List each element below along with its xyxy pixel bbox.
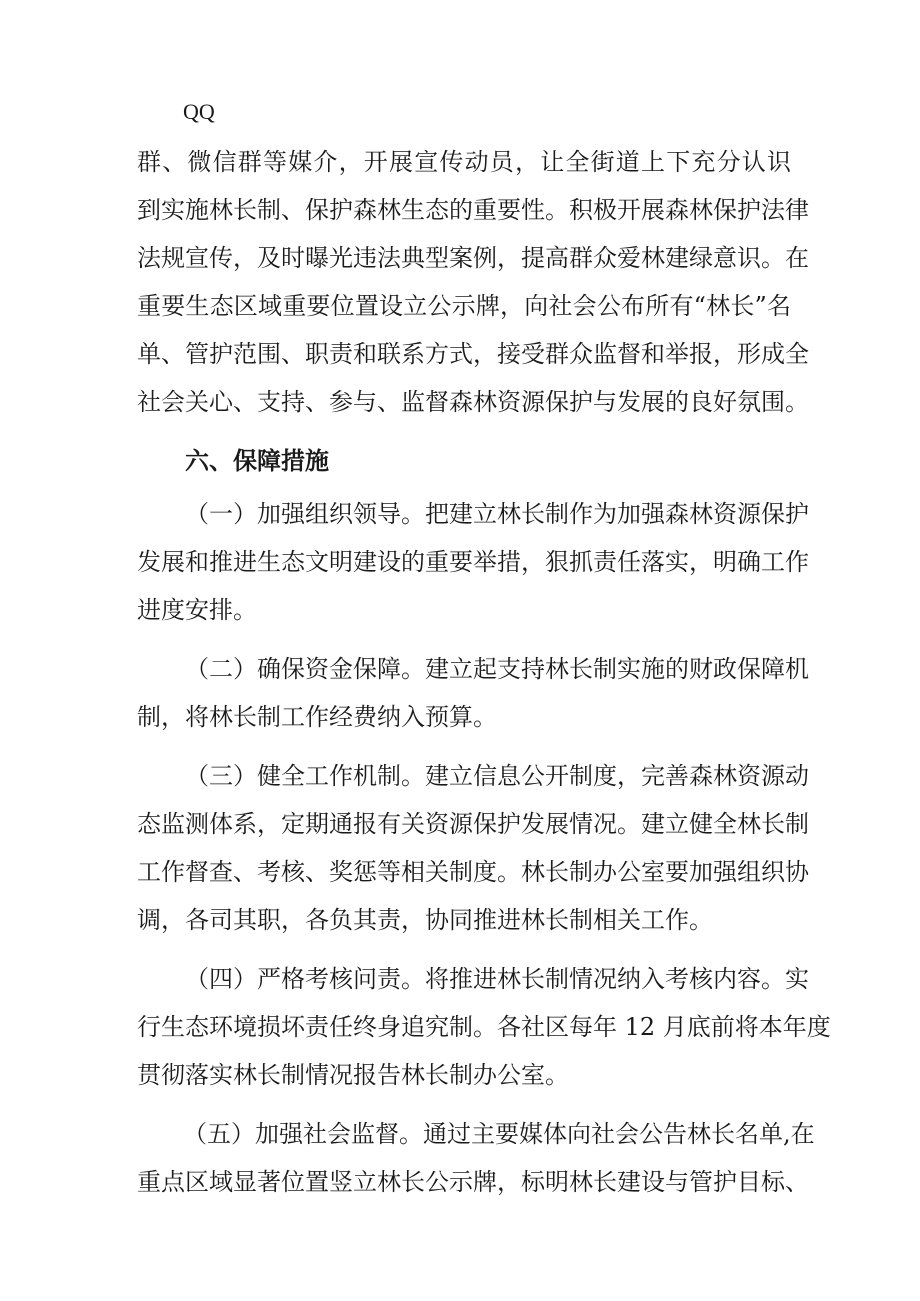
- paragraph-line: 群、微信群等媒介，开展宣传动员，让全街道上下充分认识: [137, 148, 791, 176]
- paragraph-line: 法规宣传，及时曝光违法典型案例，提高群众爱林建绿意识。在: [137, 244, 809, 272]
- paragraph-line: 到实施林长制、保护森林生态的重要性。积极开展森林保护法律: [137, 196, 809, 224]
- paragraph-line: （四）严格考核问责。将推进林长制情况纳入考核内容。实: [185, 965, 809, 993]
- paragraph-line: 进度安排。: [137, 596, 257, 624]
- paragraph-line: 行生态环境损坏责任终身追究制。各社区每年 12 月底前将本年度: [137, 1013, 831, 1041]
- paragraph-line: 工作督查、考核、奖惩等相关制度。林长制办公室要加强组织协: [137, 858, 809, 886]
- paragraph-line: 态监测体系，定期通报有关资源保护发展情况。建立健全林长制: [137, 810, 809, 838]
- paragraph-line: 发展和推进生态文明建设的重要举措，狠抓责任落实，明确工作: [137, 548, 809, 576]
- paragraph-line: 贯彻落实林长制情况报告林长制办公室。: [137, 1061, 569, 1089]
- qq-label: QQ: [183, 99, 215, 124]
- paragraph-line: （三）健全工作机制。建立信息公开制度，完善森林资源动: [185, 762, 809, 790]
- paragraph-line: （一）加强组织领导。把建立林长制作为加强森林资源保护: [185, 500, 809, 528]
- paragraph-line: （五）加强社会监督。通过主要媒体向社会公告林长名单,在: [183, 1120, 815, 1148]
- paragraph-line: 重点区域显著位置竖立林长公示牌，标明林长建设与管护目标、: [137, 1168, 809, 1196]
- paragraph-line: 制，将林长制工作经费纳入预算。: [137, 703, 497, 731]
- paragraph-line: 单、管护范围、职责和联系方式，接受群众监督和举报，形成全: [137, 340, 809, 368]
- paragraph-line: 重要生态区域重要位置设立公示牌，向社会公布所有“林长”名: [137, 292, 791, 320]
- paragraph-line: （二）确保资金保障。建立起支持林长制实施的财政保障机: [185, 655, 809, 683]
- paragraph-line: 社会关心、支持、参与、监督森林资源保护与发展的良好氛围。: [137, 388, 809, 416]
- section-heading: 六、保障措施: [185, 446, 329, 475]
- paragraph-line: 调，各司其职，各负其责，协同推进林长制相关工作。: [137, 906, 713, 934]
